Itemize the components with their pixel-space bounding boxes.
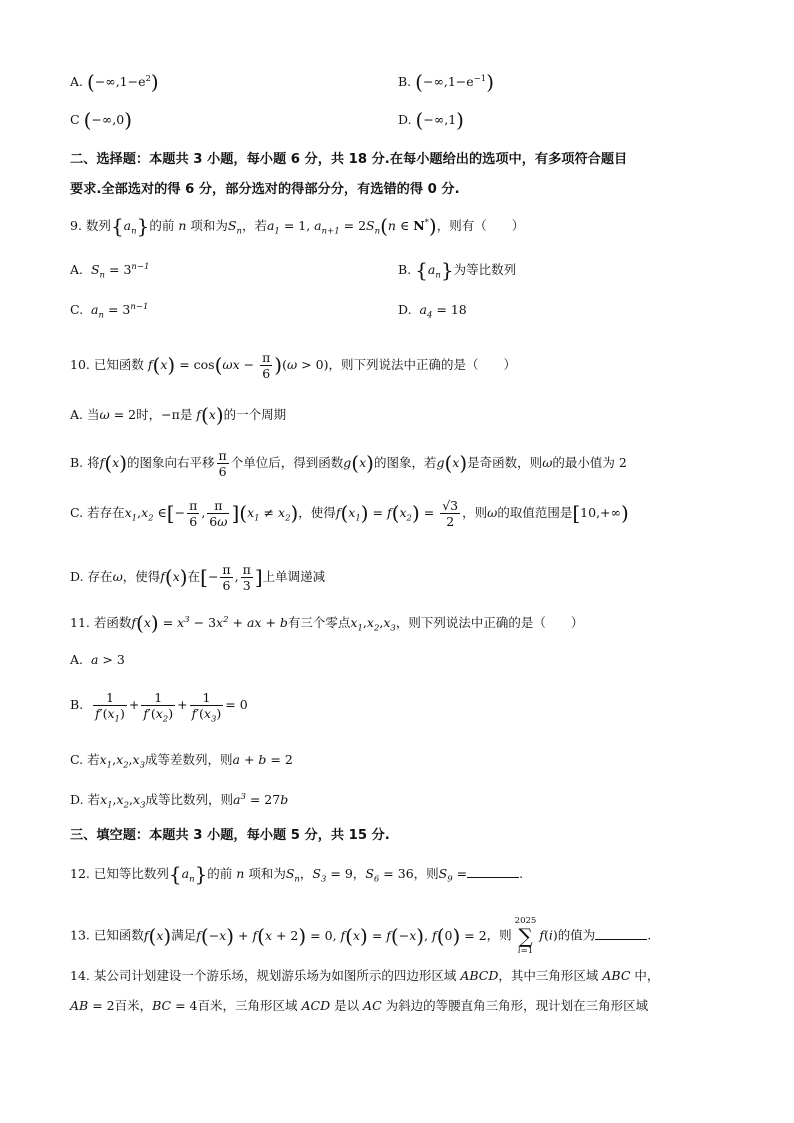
option-label: D.: [398, 112, 412, 127]
q8-option-d[interactable]: [398, 110, 464, 130]
question-13: 13. 已知函数f(x)满足f(−x) + f(x + 2) = 0, f(x) = f(−x), f(0) = 2，则 2025 ∑ i=1 f(i)的值为 .: [70, 916, 652, 956]
question-12: 12. 已知等比数列$\{a_n\}$的前 n 项和为$S_n$，$S_3 = 9$，$S_6 = 36$，则$S_9$ = .: [70, 862, 524, 886]
q10-option-c[interactable]: C. 若存在$x_1,x_2$ ∈[− $\frac{\pi}{6}$ , $\frac{\pi}{6\omega}$ ]$(x_1 \ne x_2)$，使得$f(x_1) = f(x_2)$ = $\frac{√3}{2}$ ，则ω的取值范围是[10,+∞): [70, 498, 629, 529]
q9-option-c[interactable]: C. $a_n = 3^{n-1}$: [70, 301, 149, 321]
question-14-line2: AB = 2百米，BC = 4百米，三角形区域 ACD 是以 AC 为斜边的等腰直角三角形，现计划在三角形区域: [70, 998, 649, 1013]
question-9: 9. 数列$\{a_n\}$的前 n 项和为$S_n$，若$a_1 = 1$, $a_{n+1} = 2S_n(n$ ∈ N*)，则有（ ）: [70, 214, 525, 238]
math: $(-\infty,1-e^{-1})$: [415, 70, 494, 94]
answer-blank[interactable]: [595, 927, 647, 940]
option-label: C: [70, 112, 80, 127]
section-2-heading-line2: 要求.全部选对的得 6 分，部分选对的得部分分，有选错的得 0 分.: [70, 182, 460, 197]
math: (−∞,1): [415, 108, 464, 132]
q10-option-d[interactable]: D. 存在ω，使得f(x)在[− $\frac{\pi}{6}$ , $\frac{\pi}{3}$ ]上单调递减: [70, 562, 326, 593]
section-3-heading: 三、填空题：本题共 3 小题，每小题 5 分，共 15 分.: [70, 828, 390, 843]
q10-option-b[interactable]: B. 将f(x)的图象向右平移 $\frac{\pi}{6}$ 个单位后，得到函数g(x)的图象，若g(x)是奇函数，则ω的最小值为 2: [70, 448, 627, 479]
question-11: 11. 若函数$f(x) = x^3 - 3x^2$ + ax + b有三个零点$x_1,x_2,x_3$，则下列说法中正确的是（ ）: [70, 611, 584, 635]
option-label: B.: [398, 74, 412, 89]
option-label: A.: [70, 74, 84, 89]
question-10: 10. 已知函数 f(x) = cos(ωx − $\frac{\pi}{6}$ )(ω > 0)，则下列说法中正确的是（ ）: [70, 350, 516, 381]
q8-option-b[interactable]: [398, 72, 494, 92]
q8-option-a[interactable]: [70, 72, 159, 92]
q10-option-a[interactable]: A. 当ω = 2时，−π是 f(x)的一个周期: [70, 403, 287, 427]
q11-option-c[interactable]: C. 若$x_1,x_2,x_3$成等差数列，则a + b = 2: [70, 752, 293, 771]
question-14-line1: 14. 某公司计划建设一个游乐场，规划游乐场为如图所示的四边形区域 ABCD，其中三角形区域 ABC 中，: [70, 968, 660, 983]
q9-option-b[interactable]: B. $\{a_n\}$为等比数列: [398, 258, 517, 282]
q11-option-a[interactable]: A. a > 3: [70, 652, 125, 667]
q9-option-a[interactable]: A. $S_n = 3^{n-1}$: [70, 261, 150, 281]
section-2-heading-line1: 二、选择题：本题共 3 小题，每小题 6 分，共 18 分.在每小题给出的选项中，有多项符合题目: [70, 152, 628, 167]
answer-blank[interactable]: [467, 865, 519, 878]
math: $(-\infty,1-e^2)$: [87, 70, 159, 94]
q9-option-d[interactable]: D. $a_4 = 18$: [398, 302, 467, 321]
q11-option-d[interactable]: D. 若$x_1,x_2,x_3$成等比数列，则$a^3 = 27b$: [70, 791, 289, 811]
q11-option-b[interactable]: B. $\frac{1}{f'(x_1)}$ + $\frac{1}{f'(x_2)}$ + $\frac{1}{f'(x_3)}$ = 0: [70, 690, 248, 725]
q8-option-c[interactable]: [70, 110, 132, 130]
math: (−∞,0): [83, 108, 132, 132]
